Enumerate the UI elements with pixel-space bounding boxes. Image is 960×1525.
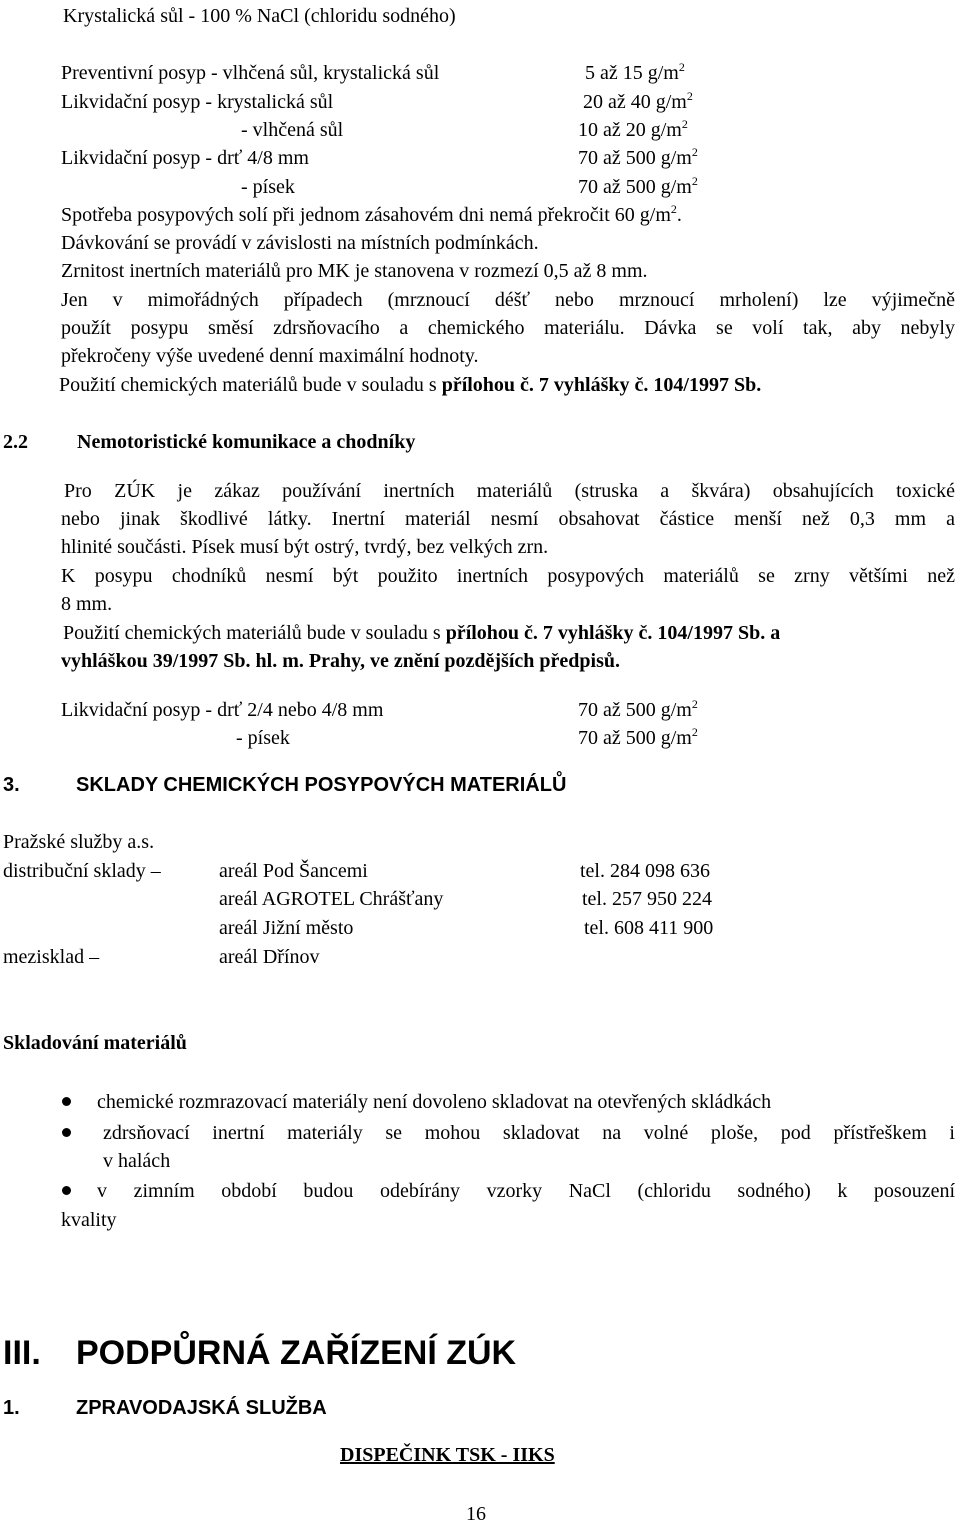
warehouse-area: areál AGROTEL Chrášťany: [219, 888, 444, 910]
dosing-line: Dávkování se provádí v závislosti na místních podmínkách.: [61, 232, 539, 254]
bullet-icon: [62, 1186, 71, 1195]
rate-label: Likvidační posyp - drť 2/4 nebo 4/8 mm: [61, 699, 384, 721]
grain-size-line: Zrnitost inertních materiálů pro MK je stanovena v rozmezí 0,5 až 8 mm.: [61, 260, 648, 282]
warehouse-phone: tel. 257 950 224: [582, 888, 712, 910]
salt-composition-line: Krystalická sůl - 100 % NaCl (chloridu sodného): [63, 5, 456, 27]
section-title: Nemotoristické komunikace a chodníky: [77, 431, 416, 453]
warehouse-area: areál Jižní město: [219, 917, 354, 939]
bullet-icon: [62, 1128, 71, 1137]
rate-value: 5 až 15 $g/m^2$: [585, 60, 685, 84]
exceptional-use-line: Jen v mimořádných případech (mrznoucí déšť nebo mrznoucí mrholení) lze výjimečně: [61, 289, 955, 311]
page-number: 16: [466, 1503, 486, 1525]
section-title: SKLADY CHEMICKÝCH POSYPOVÝCH MATERIÁLŮ: [76, 774, 567, 796]
section-number: 2.2: [3, 431, 28, 453]
chapter-number: III.: [3, 1334, 41, 1372]
sidewalk-rule-line: 8 mm.: [61, 593, 113, 615]
subsection-title: ZPRAVODAJSKÁ SLUŽBA: [76, 1397, 327, 1419]
bullet-item: v zimním období budou odebírány vzorky NaCl (chloridu sodného) k posouzení: [97, 1180, 955, 1202]
paragraph-line: hlinité součásti. Písek musí být ostrý, tvrdý, bez velkých zrn.: [61, 536, 549, 558]
rate-value: 10 až 20 $g/m^2$: [578, 117, 688, 141]
rate-label: Likvidační posyp - drť 4/8 mm: [61, 147, 309, 169]
rate-label: - písek: [241, 176, 295, 198]
organization-name: Pražské služby a.s.: [3, 831, 155, 853]
paragraph-line: Pro ZÚK je zákaz používání inertních materiálů (struska a škvára) obsahujících toxické: [64, 480, 955, 502]
warehouse-area: areál Dřínov: [219, 946, 320, 968]
section-number: 3.: [3, 774, 20, 796]
usage-reference-line: Použití chemických materiálů bude v souladu s přílohou č. 7 vyhlášky č. 104/1997 Sb. a: [63, 622, 781, 644]
subsection-number: 1.: [3, 1397, 20, 1419]
rate-value: 70 až 500 $g/m^2$: [578, 145, 698, 169]
rate-value: 70 až 500 $g/m^2$: [578, 697, 698, 721]
storage-heading: Skladování materiálů: [3, 1032, 187, 1054]
bullet-item: kvality: [61, 1209, 117, 1231]
chapter-title: PODPŮRNÁ ZAŘÍZENÍ ZÚK: [76, 1334, 517, 1372]
exceptional-use-line: překročeny výše uvedené denní maximální hodnoty.: [61, 345, 479, 367]
usage-reference-line: Použití chemických materiálů bude v souladu s přílohou č. 7 vyhlášky č. 104/1997 Sb.: [59, 374, 762, 396]
rate-label: - písek: [236, 727, 290, 749]
warehouse-type: distribuční sklady –: [3, 860, 161, 882]
sidewalk-rule-line: K posypu chodníků nesmí být použito inertních posypových materiálů se zrny většími než: [61, 565, 955, 587]
rate-value: 70 až 500 $g/m^2$: [578, 174, 698, 198]
rate-value: 70 až 500 $g/m^2$: [578, 725, 698, 749]
usage-reference-line: vyhláškou 39/1997 Sb. hl. m. Prahy, ve znění pozdějších předpisů.: [61, 650, 620, 672]
rate-label: - vlhčená sůl: [241, 119, 344, 141]
warehouse-phone: tel. 608 411 900: [584, 917, 714, 939]
warehouse-type: mezisklad –: [3, 946, 100, 968]
exceptional-use-line: použít posypu směsí zdrsňovacího a chemického materiálu. Dávka se volí tak, aby nebyly: [61, 317, 955, 339]
bullet-item: zdrsňovací inertní materiály se mohou skladovat na volné ploše, pod přístřeškem i: [103, 1122, 955, 1144]
warehouse-phone: tel. 284 098 636: [580, 860, 710, 882]
dispatch-heading: DISPEČINK TSK - IIKS: [340, 1444, 555, 1466]
rate-label: Likvidační posyp - krystalická sůl: [61, 91, 334, 113]
rate-value: 20 až 40 $g/m^2$: [583, 89, 693, 113]
bullet-icon: [62, 1097, 71, 1106]
paragraph-line: nebo jinak škodlivé látky. Inertní materiál nesmí obsahovat částice menší než 0,3 mm a: [61, 508, 955, 530]
bullet-item: chemické rozmrazovací materiály není dovoleno skladovat na otevřených skládkách: [97, 1091, 772, 1113]
bullet-item: v halách: [103, 1150, 171, 1172]
consumption-line: Spotřeba posypových solí při jednom zásahovém dni nemá překročit 60 $g/m^2$.: [61, 202, 682, 226]
warehouse-area: areál Pod Šancemi: [219, 860, 368, 882]
rate-label: Preventivní posyp - vlhčená sůl, krystalická sůl: [61, 62, 440, 84]
